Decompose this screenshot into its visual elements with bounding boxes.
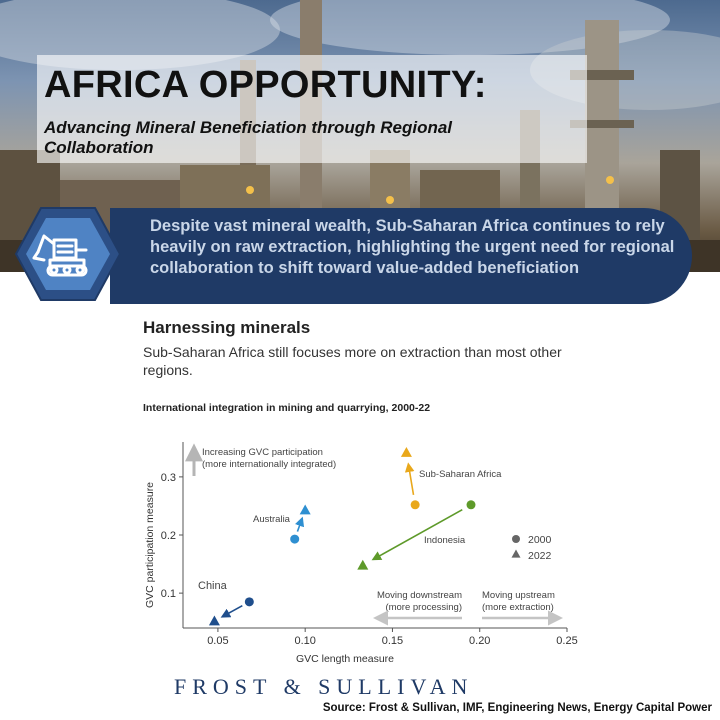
page-subtitle: Advancing Mineral Beneficiation through Regional Collaboration bbox=[44, 118, 453, 158]
y-tick-label: 0.2 bbox=[160, 530, 176, 542]
legend-circle-icon bbox=[512, 535, 520, 543]
series-label: Sub-Saharan Africa bbox=[419, 469, 502, 480]
point-2022-china bbox=[209, 616, 220, 626]
annotation-downstream-line1: Moving downstream bbox=[376, 590, 462, 601]
page-title: AFRICA OPPORTUNITY: bbox=[44, 64, 487, 106]
chart-title: International integration in mining and quarrying, 2000-22 bbox=[143, 402, 431, 414]
x-tick-label: 0.20 bbox=[469, 635, 491, 647]
legend-label-2022: 2022 bbox=[528, 550, 552, 562]
series-label: China bbox=[198, 580, 227, 592]
chart-annotations bbox=[194, 447, 560, 618]
annotation-gvc-line1: Increasing GVC participation bbox=[202, 447, 323, 458]
scatter-chart bbox=[0, 420, 720, 670]
point-2000-australia bbox=[290, 535, 299, 544]
point-2022-indonesia bbox=[357, 560, 368, 570]
point-2022-sub-saharan-africa bbox=[401, 447, 412, 457]
x-tick-label: 0.25 bbox=[556, 635, 578, 647]
x-tick-label: 0.15 bbox=[381, 635, 404, 647]
y-axis-title: GVC participation measure bbox=[144, 481, 156, 609]
y-tick-label: 0.1 bbox=[160, 588, 176, 601]
excavator-icon bbox=[14, 206, 122, 302]
chart-heading: Harnessing minerals bbox=[143, 318, 311, 337]
annotation-gvc-line2: (more internationally integrated) bbox=[202, 459, 337, 470]
point-2022-australia bbox=[300, 505, 311, 515]
annotation-upstream-line2: (more extraction) bbox=[482, 602, 554, 613]
arrow-china bbox=[222, 606, 242, 617]
x-tick-label: 0.10 bbox=[294, 635, 316, 647]
series-label: Indonesia bbox=[424, 535, 466, 546]
legend-triangle-icon bbox=[512, 550, 521, 558]
x-tick-label: 0.05 bbox=[207, 635, 229, 647]
banner-text: Despite vast mineral wealth, Sub-Saharan Africa continues to rely heavily on raw extraction, highlighting the urgent need for regional collaboration to shift toward value-added beneficiation bbox=[150, 217, 675, 277]
legend-label-2000: 2000 bbox=[528, 534, 552, 546]
chart-description: Sub-Saharan Africa still focuses more on extraction than most other regions. bbox=[143, 344, 562, 379]
point-2000-indonesia bbox=[467, 500, 476, 509]
brand-logo: FROST & SULLIVAN bbox=[174, 674, 474, 699]
arrow-australia bbox=[297, 518, 302, 531]
source-note: Source: Frost & Sullivan, IMF, Engineering News, Energy Capital Power bbox=[322, 702, 712, 714]
point-2000-sub-saharan-africa bbox=[411, 500, 420, 509]
y-tick-label: 0.3 bbox=[160, 471, 176, 484]
annotation-downstream-line2: (more processing) bbox=[385, 602, 462, 613]
point-2000-china bbox=[245, 597, 254, 606]
chart-axes bbox=[144, 442, 578, 665]
hexagon-badge bbox=[14, 206, 122, 302]
series-label: Australia bbox=[253, 514, 290, 525]
arrow-sub-saharan-africa bbox=[408, 464, 413, 495]
annotation-upstream-line1: Moving upstream bbox=[482, 590, 555, 601]
x-axis-title: GVC length measure bbox=[295, 653, 395, 665]
